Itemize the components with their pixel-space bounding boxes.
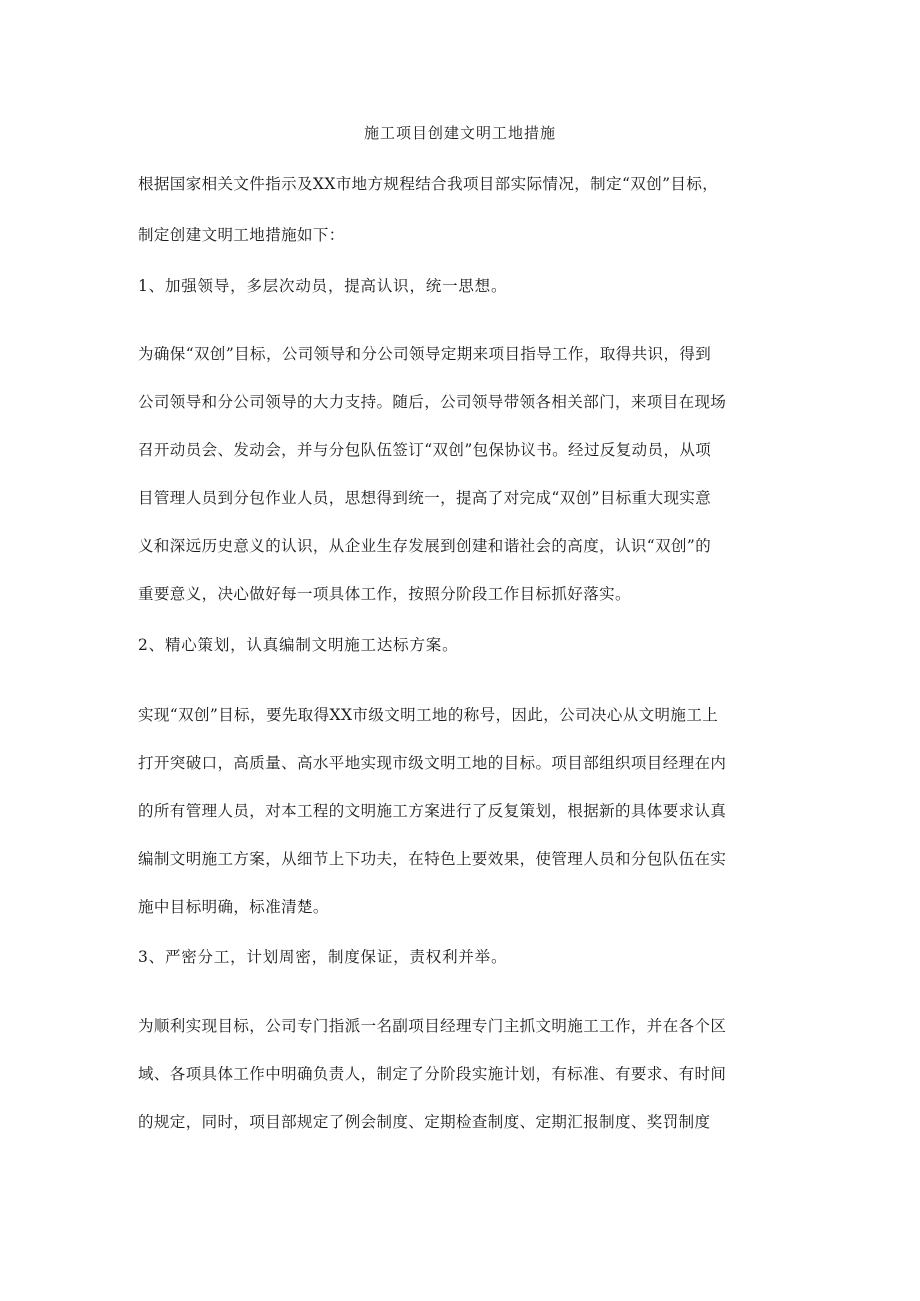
paragraph-line: 编制文明施工方案，从细节上下功夫，在特色上要效果，使管理人员和分包队伍在实: [138, 850, 727, 868]
paragraph-line: 为确保“双创”目标，公司领导和分公司领导定期来项目指导工作，取得共识，得到: [138, 345, 712, 363]
paragraph-line: 实现“双创”目标，要先取得XX市级文明工地的称号，因此，公司决心从文明施工上: [138, 706, 719, 724]
paragraph-line: 重要意义，决心做好每一项具体工作，按照分阶段工作目标抓好落实。: [138, 585, 631, 603]
paragraph-line: 召开动员会、发动会，并与分包队伍签订“双创”包保协议书。经过反复动员，从项: [138, 441, 712, 459]
paragraph-line: 为顺利实现目标，公司专门指派一名副项目经理专门主抓文明施工工作，并在各个区: [138, 1017, 727, 1035]
document-title: 施工项目创建文明工地措施: [363, 124, 556, 142]
section-3-heading: 3、严密分工，计划周密，制度保证，责权利并举。: [138, 948, 508, 966]
paragraph-line: 施中目标明确，标准清楚。: [138, 898, 329, 916]
paragraph-line: 公司领导和分公司领导的大力支持。随后，公司领导带领各相关部门，来项目在现场: [138, 393, 727, 411]
section-2-heading: 2、精心策划，认真编制文明施工达标方案。: [138, 636, 459, 654]
paragraph-line: 的规定，同时，项目部规定了例会制度、定期检查制度、定期汇报制度、奖罚制度: [138, 1113, 711, 1131]
intro-line: 根据国家相关文件指示及XX市地方规程结合我项目部实际情况，制定“双创”目标，: [138, 175, 719, 193]
paragraph-line: 目管理人员到分包作业人员，思想得到统一，提高了对完成“双创”目标重大现实意: [138, 489, 712, 507]
paragraph-line: 义和深远历史意义的认识，从企业生存发展到创建和谐社会的高度，认识“双创”的: [138, 537, 712, 555]
paragraph-line: 域、各项具体工作中明确负责人，制定了分阶段实施计划，有标准、有要求、有时间: [138, 1065, 727, 1083]
paragraph-line: 的所有管理人员，对本工程的文明施工方案进行了反复策划，根据新的具体要求认真: [138, 802, 727, 820]
intro-line: 制定创建文明工地措施如下：: [138, 226, 345, 244]
section-1-heading: 1、加强领导，多层次动员，提高认识，统一思想。: [138, 277, 508, 295]
paragraph-line: 打开突破口，高质量、高水平地实现市级文明工地的目标。项目部组织项目经理在内: [138, 754, 727, 772]
